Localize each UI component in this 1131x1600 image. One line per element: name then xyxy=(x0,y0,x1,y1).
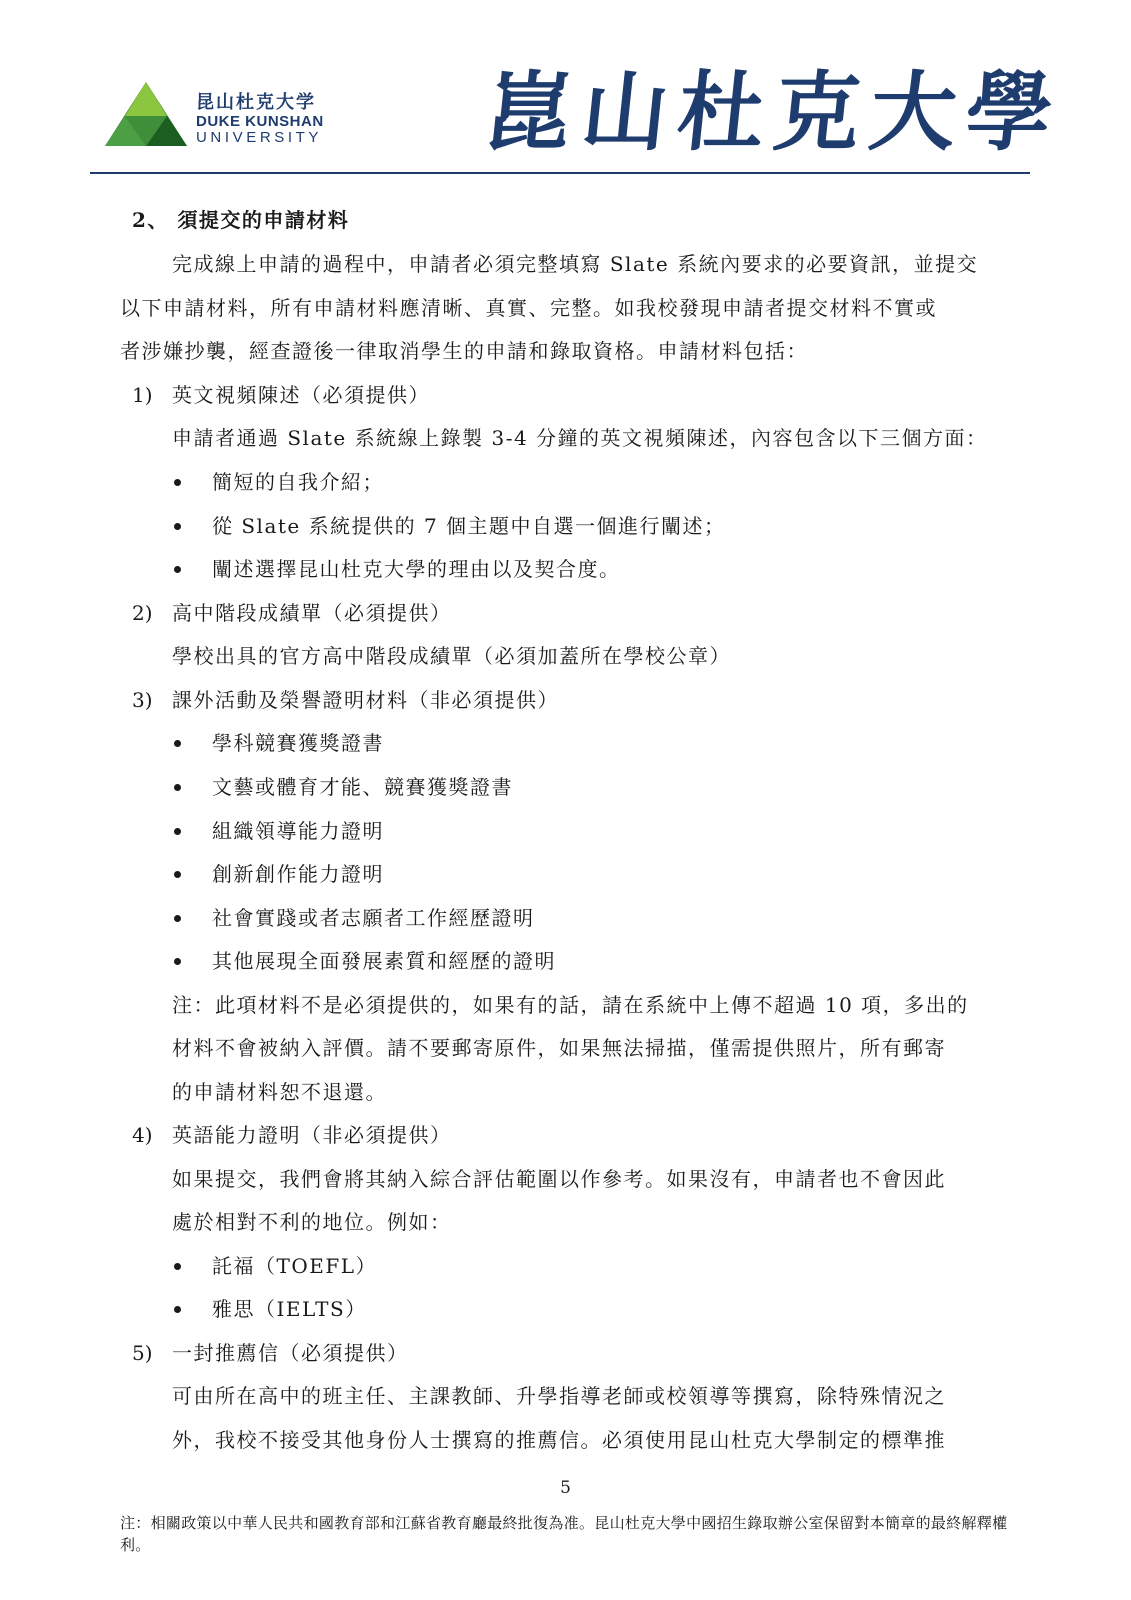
item-number: 3) xyxy=(132,688,153,712)
item-desc-recommendation-2: 外，我校不接受其他身份人士撰寫的推薦信。必須使用昆山杜克大學制定的標準推 xyxy=(172,1428,946,1452)
bullet-dot xyxy=(174,523,181,530)
logo-english-name-line2: UNIVERSITY xyxy=(196,129,323,146)
item-title-activities: 課外活動及榮譽證明材料（非必須提供） xyxy=(172,688,559,712)
intro-line-3: 者涉嫌抄襲，經查證後一律取消學生的申請和錄取資格。申請材料包括： xyxy=(120,339,808,363)
bullet-dot xyxy=(174,915,181,922)
bullet-text: 從 Slate 系統提供的 7 個主題中自選一個進行闡述； xyxy=(212,514,726,538)
bullet-text: 其他展現全面發展素質和經歷的證明 xyxy=(212,949,556,973)
item-title-video: 英文視頻陳述（必須提供） xyxy=(172,383,430,407)
bullet-dot xyxy=(174,1263,181,1270)
logo-text xyxy=(196,92,324,146)
bullet-text: 託福（TOEFL） xyxy=(212,1254,377,1278)
bullet-dot xyxy=(174,958,181,965)
bullet-dot xyxy=(174,479,181,486)
bullet-text: 雅思（IELTS） xyxy=(212,1297,367,1321)
bullet-text: 闡述選擇昆山杜克大學的理由以及契合度。 xyxy=(212,557,621,581)
footnote: 注：相關政策以中華人民共和國教育部和江蘇省教育廳最終批復為准。昆山杜克大學中國招生錄取辦公室保留對本簡章的最終解釋權利。 xyxy=(120,1514,1008,1554)
note-line-1: 注：此項材料不是必須提供的，如果有的話，請在系統中上傳不超過 10 項，多出的 xyxy=(172,993,969,1017)
bullet-text: 社會實踐或者志願者工作經歷證明 xyxy=(212,906,535,930)
item-desc-transcript: 學校出具的官方高中階段成績單（必須加蓋所在學校公章） xyxy=(172,644,731,668)
item-number: 1) xyxy=(132,383,153,407)
bullet-dot xyxy=(174,566,181,573)
bullet-text: 組織領導能力證明 xyxy=(212,819,384,843)
item-number: 2) xyxy=(132,601,153,625)
logo-chinese-name: 昆山杜克大学 xyxy=(196,92,316,113)
bullet-dot xyxy=(174,784,181,791)
item-desc-video: 申請者通過 Slate 系統線上錄製 3-4 分鐘的英文視頻陳述，內容包含以下三個方面： xyxy=(172,426,988,450)
bullet-dot xyxy=(174,828,181,835)
bullet-dot xyxy=(174,871,181,878)
item-title-transcript: 高中階段成績單（必須提供） xyxy=(172,601,452,625)
item-number: 4) xyxy=(132,1123,153,1147)
bullet-dot xyxy=(174,1306,181,1313)
bullet-text: 文藝或體育才能、競賽獲獎證書 xyxy=(212,775,513,799)
page-number: 5 xyxy=(560,1478,571,1498)
item-desc-recommendation-1: 可由所在高中的班主任、主課教師、升學指導老師或校領導等撰寫，除特殊情況之 xyxy=(172,1384,946,1408)
intro-line-2: 以下申請材料，所有申請材料應清晰、真實、完整。如我校發現申請者提交材料不實或 xyxy=(120,296,937,320)
item-title-recommendation: 一封推薦信（必須提供） xyxy=(172,1341,409,1365)
calligraphy-title: 崑山杜克大學 xyxy=(480,62,1068,163)
logo-english-name-line1: DUKE KUNSHAN xyxy=(196,113,324,130)
note-line-3: 的申請材料恕不退還。 xyxy=(172,1080,387,1104)
page-header xyxy=(0,0,1131,178)
bullet-text: 簡短的自我介紹； xyxy=(212,470,384,494)
note-line-2: 材料不會被納入評價。請不要郵寄原件，如果無法掃描，僅需提供照片，所有郵寄 xyxy=(172,1036,946,1060)
item-desc-english-2: 處於相對不利的地位。例如： xyxy=(172,1210,452,1234)
section-title: 2、 須提交的申請材料 xyxy=(132,208,350,232)
bullet-text: 學科競賽獲獎證書 xyxy=(212,731,384,755)
intro-line-1: 完成線上申請的過程中，申請者必須完整填寫 Slate 系統內要求的必要資訊，並提交 xyxy=(172,252,979,276)
bullet-dot xyxy=(174,740,181,747)
item-title-english: 英語能力證明（非必須提供） xyxy=(172,1123,452,1147)
item-desc-english-1: 如果提交，我們會將其納入綜合評估範圍以作參考。如果沒有，申請者也不會因此 xyxy=(172,1167,946,1191)
bullet-text: 創新創作能力證明 xyxy=(212,862,384,886)
item-number: 5) xyxy=(132,1341,153,1365)
header-divider xyxy=(90,172,1030,174)
dku-logo-icon xyxy=(103,80,189,148)
